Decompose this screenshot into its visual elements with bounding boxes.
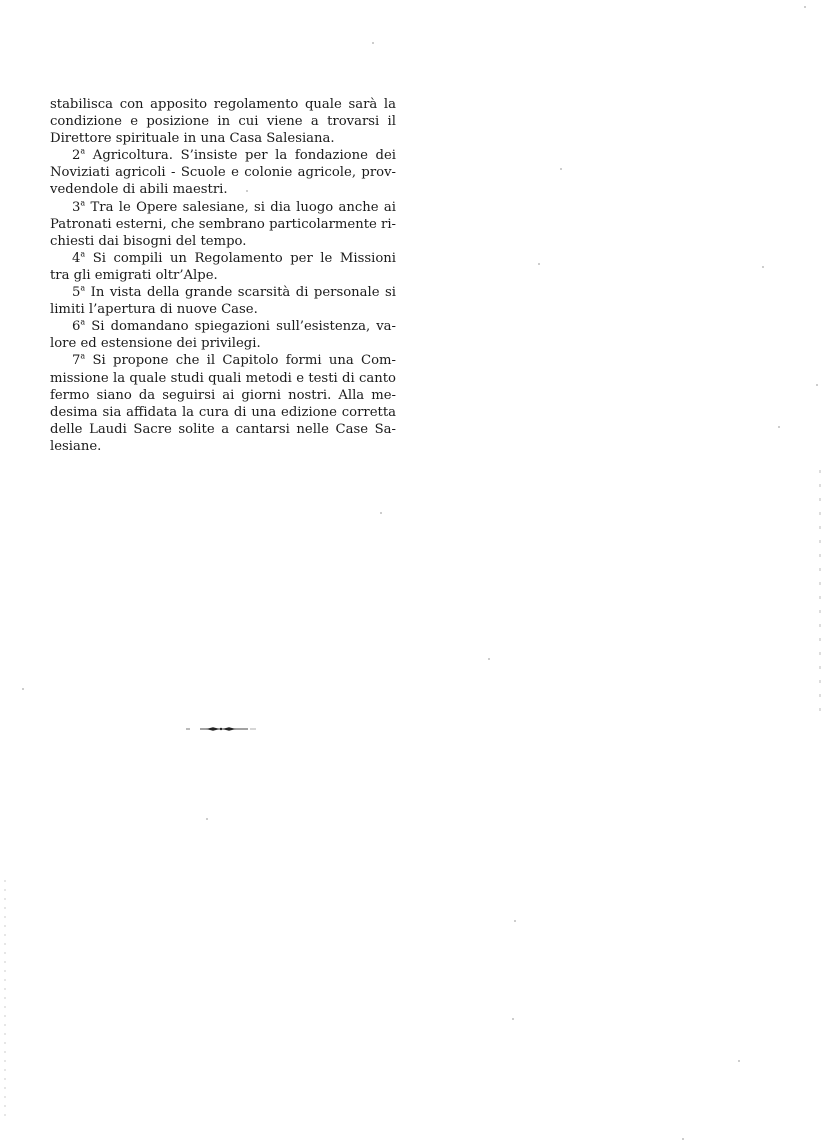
paper-speck [206,818,208,820]
paper-speck [22,688,24,690]
paragraph-5-personale [50,284,396,318]
scan-edge-marks [4,880,6,1120]
paper-speck [816,384,818,386]
text-line: Patronati esterni, che sembrano particolarmente ri- [50,216,396,232]
text-line-content: Agricoltura. S’insiste per la fondazione dei [92,148,396,164]
paper-speck [738,1060,740,1062]
ordinal-suffix: a [80,198,86,208]
paper-speck [682,1138,684,1140]
item-number: 6 [72,319,81,335]
ordinal-suffix: a [80,318,86,327]
paper-speck [380,512,382,514]
paper-speck [246,190,248,192]
paragraph-continuation [50,96,396,147]
text-line: Direttore spirituale in una Casa Salesiana. [50,131,335,147]
text-line: limiti l’apertura di nuove Case. [50,302,258,318]
item-number: 4 [72,250,81,266]
paragraph-7-commissione [50,352,396,455]
ordinal-suffix: a [80,147,86,156]
text-line: lesiane. [50,438,102,454]
paragraph-6-privilegi [50,318,396,352]
item-number: 7 [72,353,81,369]
item-number: 5 [72,285,81,301]
paragraph-3-patronati [50,199,396,250]
paper-speck [778,426,780,428]
paper-speck [560,168,562,170]
text-line-content: In vista della grande scarsità di personale si [90,285,396,301]
text-line-content: Si compili un Regolamento per le Missioni [92,250,396,266]
text-line: condizione e posizione in cui viene a trovarsi il [50,114,396,130]
ordinal-suffix: a [80,249,86,259]
item-number: 3 [72,199,81,215]
paper-speck [514,920,516,922]
paper-speck [538,263,540,265]
text-line [50,147,396,164]
paper-speck [804,6,806,8]
text-line: chiesti dai bisogni del tempo. [50,233,247,249]
text-line-content: Si propone che il Capitolo formi una Com- [92,353,396,369]
text-line-content: Si domandano spiegazioni sull’esistenza, va- [91,319,396,335]
paper-speck [762,266,764,268]
text-line: delle Laudi Sacre solite a cantarsi nelle Case Sa- [50,421,396,437]
ordinal-suffix: a [80,352,86,362]
text-line [50,352,396,369]
text-line: Noviziati agricoli - Scuole e colonie agricole, prov- [50,165,396,181]
text-line: stabilisca con apposito regolamento quale sarà la [50,97,396,112]
text-line: tra gli emigrati oltr’Alpe. [50,267,218,283]
body-text [50,96,396,455]
paper-speck [488,658,490,660]
text-line: lore ed estensione dei privilegi. [50,336,261,352]
text-line-content: Tra le Opere salesiane, si dia luogo anche ai [90,199,396,215]
text-line: missione la quale studi quali metodi e testi di canto [50,370,396,386]
text-line [50,284,396,301]
text-line [50,318,396,335]
text-line: fermo siano da seguirsi ai giorni nostri. Alla me- [50,387,396,403]
paragraph-2-agricoltura [50,147,396,198]
paper-speck [512,1018,514,1020]
ordinal-suffix: a [80,284,86,293]
item-number: 2 [72,148,81,164]
paragraph-4-regolamento [50,250,396,284]
scan-edge-marks [819,470,821,720]
paper-speck [372,42,374,44]
end-ornament [186,723,256,735]
text-line: vedendole di abili maestri. [50,182,228,198]
text-line: desima sia affidata la cura di una edizione corretta [50,404,396,420]
text-line [50,199,396,216]
text-line [50,250,396,267]
